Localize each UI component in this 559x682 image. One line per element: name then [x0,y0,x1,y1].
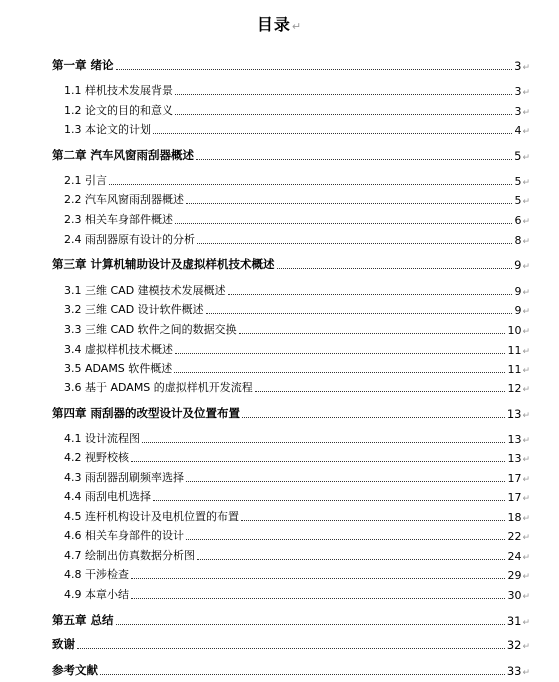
toc-title [0,12,559,35]
toc-section-row[interactable] [64,527,530,543]
toc-page-number: 24 [507,550,522,563]
toc-page-number: 13 [506,407,522,421]
toc-entry-text: 第二章 汽车风窗雨刮器概述 [52,148,195,162]
paragraph-mark-icon: ↵ [522,262,530,272]
dot-leader [186,539,505,540]
paragraph-mark-icon: ↵ [522,366,530,376]
toc-entry-text: 参考文献 [52,663,98,677]
toc-entry-text: 4.7 绘制出仿真数据分析图 [64,549,195,562]
toc-page-number: 3 [514,105,522,118]
toc-section-row[interactable] [64,102,530,118]
toc-section-row[interactable] [64,430,530,446]
dot-leader [153,133,512,134]
dot-leader [174,372,505,373]
paragraph-mark-icon: ↵ [522,217,530,227]
toc-page-number: 8 [514,234,522,247]
toc-section-row[interactable] [64,301,530,317]
toc-page-number: 3 [514,85,522,98]
toc-page-number: 9 [514,258,522,272]
toc-entry-text: 2.2 汽车风窗雨刮器概述 [64,193,184,206]
toc-entry-text: 3.2 三维 CAD 设计软件概述 [64,303,204,316]
paragraph-mark-icon: ↵ [522,288,530,298]
dot-leader [255,391,506,392]
toc-page-number: 30 [507,589,522,602]
paragraph-mark-icon: ↵ [522,108,530,118]
dot-leader [175,114,512,115]
toc-entry-text: 2.4 雨刮器原有设计的分析 [64,233,195,246]
toc-section-row[interactable] [64,121,530,137]
toc-section-row[interactable] [64,379,530,395]
paragraph-mark-icon: ↵ [522,533,530,543]
toc-section-row[interactable] [64,282,530,298]
toc-page-number: 5 [514,149,522,163]
toc-page-number: 9 [514,285,522,298]
paragraph-mark-icon: ↵ [522,455,530,465]
toc-section-row[interactable] [64,508,530,524]
dot-leader [153,500,505,501]
toc-section-row[interactable] [64,341,530,357]
paragraph-mark-icon: ↵ [522,514,530,524]
paragraph-mark-icon: ↵ [522,385,530,395]
paragraph-mark-icon: ↵ [522,668,530,678]
paragraph-mark-icon: ↵ [522,436,530,446]
toc-entry-text: 2.3 相关车身部件概述 [64,213,173,226]
paragraph-mark-icon: ↵ [522,347,530,357]
paragraph-mark-icon: ↵ [522,642,530,652]
dot-leader [175,223,512,224]
dot-leader [197,559,505,560]
toc-entry-text: 4.9 本章小结 [64,588,129,601]
toc-page-number: 17 [507,491,522,504]
paragraph-mark-icon: ↵ [522,307,530,317]
toc-chapter-row[interactable] [52,662,530,678]
paragraph-mark-icon: ↵ [522,178,530,188]
toc-section-row[interactable] [64,191,530,207]
toc-chapter-row[interactable] [52,405,530,421]
dot-leader [241,520,505,521]
paragraph-mark-icon: ↵ [522,572,530,582]
toc-chapter-row[interactable] [52,57,530,73]
dot-leader [277,268,513,269]
toc-page-number: 9 [514,304,522,317]
toc-entry-text: 3.1 三维 CAD 建模技术发展概述 [64,284,226,297]
paragraph-mark-icon: ↵ [522,592,530,602]
toc-entry-text: 1.3 本论文的计划 [64,123,151,136]
toc-chapter-row[interactable] [52,636,530,652]
toc-page-number: 17 [507,472,522,485]
toc-entry-text: 1.2 论文的目的和意义 [64,104,173,117]
toc-section-row[interactable] [64,566,530,582]
toc-page-number: 11 [507,363,522,376]
toc-section-row[interactable] [64,360,530,376]
paragraph-mark-icon: ↵ [522,553,530,563]
paragraph-mark-icon: ↵ [522,153,530,163]
toc-page-number: 11 [507,344,522,357]
dot-leader [100,674,505,675]
toc-entry-text: 3.5 ADAMS 软件概述 [64,362,173,375]
toc-page-number: 13 [507,452,522,465]
toc-entry-text: 3.4 虚拟样机技术概述 [64,343,173,356]
toc-section-row[interactable] [64,211,530,227]
toc-title-text: 目录 [256,15,291,34]
toc-section-row[interactable] [64,172,530,188]
paragraph-mark-icon: ↵ [522,494,530,504]
toc-page-number: 31 [506,614,522,628]
dot-leader [131,578,505,579]
toc-entry-text: 4.4 雨刮电机选择 [64,490,151,503]
dot-leader [196,159,512,160]
paragraph-mark-icon: ↵ [522,88,530,98]
dot-leader [228,294,513,295]
toc-entry-text: 第四章 雨刮器的改型设计及位置布置 [52,406,241,420]
toc-page-number: 3 [514,59,522,73]
toc-chapter-row[interactable] [52,612,530,628]
toc-section-row[interactable] [64,488,530,504]
toc-chapter-row[interactable] [52,147,530,163]
dot-leader [206,313,513,314]
dot-leader [77,648,505,649]
toc-entry-text: 致谢 [52,637,75,651]
toc-entry-text: 2.1 引言 [64,174,107,187]
toc-section-row[interactable] [64,469,530,485]
dot-leader [186,481,505,482]
dot-leader [239,333,506,334]
toc-entry-text: 4.3 雨刮器刮刷频率选择 [64,471,184,484]
toc-page-number: 5 [514,175,522,188]
dot-leader [175,353,505,354]
paragraph-mark-icon: ↵ [522,237,530,247]
toc-section-row[interactable] [64,321,530,337]
toc-page-number: 10 [507,324,522,337]
dot-leader [109,184,512,185]
toc-entry-text: 第一章 绪论 [52,58,114,72]
toc-entry-text: 4.2 视野校核 [64,451,129,464]
toc-section-row[interactable] [64,586,530,602]
dot-leader [116,624,505,625]
toc-page-number: 13 [507,433,522,446]
toc-page-number: 22 [507,530,522,543]
toc-entry-text: 第三章 计算机辅助设计及虚拟样机技术概述 [52,257,275,271]
paragraph-mark-icon: ↵ [522,63,530,73]
dot-leader [116,69,513,70]
toc-section-row[interactable] [64,547,530,563]
toc-page-number: 5 [514,194,522,207]
toc-entry-text: 3.3 三维 CAD 软件之间的数据交换 [64,323,237,336]
toc-entry-text: 4.8 干涉检查 [64,568,129,581]
toc-entry-text: 1.1 样机技术发展背景 [64,84,173,97]
toc-section-row[interactable] [64,231,530,247]
paragraph-mark-icon: ↵ [522,127,530,137]
toc-page-number: 32 [506,638,522,652]
toc-entry-text: 3.6 基于 ADAMS 的虚拟样机开发流程 [64,381,253,394]
paragraph-mark-icon: ↵ [522,327,530,337]
toc-page-number: 33 [506,664,522,678]
paragraph-mark-icon: ↵ [522,411,530,421]
dot-leader [131,461,505,462]
paragraph-mark-icon: ↵ [522,475,530,485]
toc-section-row[interactable] [64,449,530,465]
dot-leader [142,442,505,443]
dot-leader [131,598,505,599]
toc-chapter-row[interactable] [52,256,530,272]
dot-leader [186,203,512,204]
dot-leader [175,94,512,95]
toc-entry-text: 4.1 设计流程图 [64,432,140,445]
toc-entry-text: 4.6 相关车身部件的设计 [64,529,184,542]
toc-section-row[interactable] [64,82,530,98]
toc-entry-text: 第五章 总结 [52,613,114,627]
toc-page-number: 12 [507,382,522,395]
toc-page-number: 6 [514,214,522,227]
toc-page-number: 18 [507,511,522,524]
toc-entry-text: 4.5 连杆机构设计及电机位置的布置 [64,510,239,523]
toc-page-number: 29 [507,569,522,582]
toc-page-number: 4 [514,124,522,137]
paragraph-mark-icon: ↵ [522,618,530,628]
dot-leader [242,417,505,418]
paragraph-mark-icon: ↵ [522,197,530,207]
dot-leader [197,243,512,244]
paragraph-mark-icon: ↵ [291,20,303,33]
